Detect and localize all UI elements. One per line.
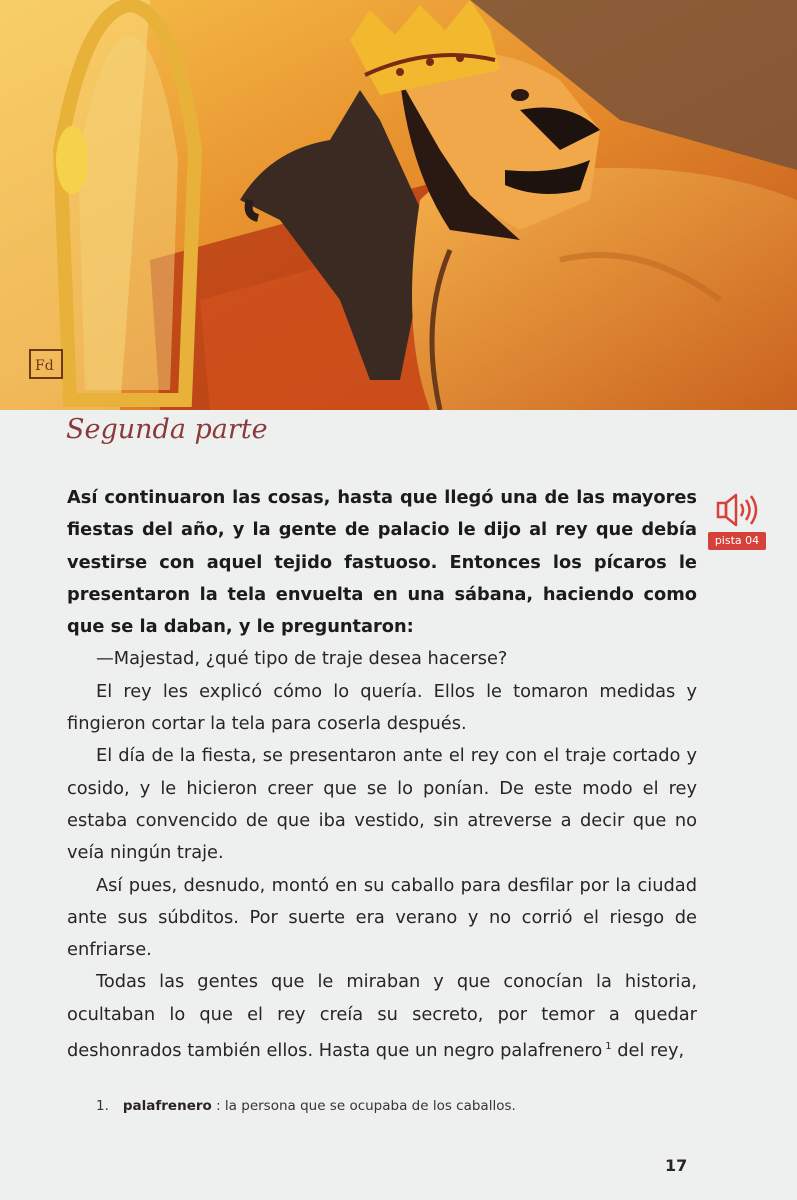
story-text	[67, 482, 697, 1067]
footnote-number: 1.	[96, 1098, 109, 1114]
paragraph: Así pues, desnudo, montó en su caballo para desfilar por la ciudad ante sus súbditos. Por suerte era verano y no corrió el riesgo de enfriarse.	[67, 874, 697, 961]
audio-track-badge[interactable]	[706, 490, 768, 552]
section-title: Segunda parte	[66, 414, 268, 445]
paragraph: El día de la fiesta, se presentaron ante el rey con el traje cortado y cosido, y le hicieron creer que se lo ponían. De este modo el rey estaba convencido de que iba vestido, sin atreverse a decir que no veía ningún traje.	[67, 745, 697, 864]
paragraph-last	[67, 966, 697, 1067]
paragraph: El rey les explicó cómo lo quería. Ellos le tomaron medidas y fingieron cortar la tela para coserla después.	[67, 680, 697, 735]
footnote-term: palafrenero	[122, 1098, 212, 1114]
speaker-icon	[714, 490, 762, 530]
paragraph-text: Todas las gentes que le miraban y que conocían la historia, ocultaban lo que el rey creía su secreto, por temor a quedar deshonrados también ellos. Hasta que un negro palafrenero	[67, 971, 697, 1061]
audio-track-label: pista 04	[708, 532, 766, 550]
king-mirror-illustration	[0, 0, 797, 410]
footnote-reference[interactable]: 1	[605, 1041, 612, 1053]
footnote-definition: : la persona que se ocupaba de los caballos.	[216, 1098, 516, 1114]
illustration-signature: Fd	[35, 358, 54, 374]
paragraph-text: del rey,	[611, 1039, 685, 1061]
page-number: 17	[665, 1156, 688, 1175]
paragraph-dialogue: —Majestad, ¿qué tipo de traje desea hacerse?	[96, 648, 508, 670]
paragraph-intro: Así continuaron las cosas, hasta que llegó una de las mayores fiestas del año, y la gente de palacio le dijo al rey que debía vestirse con aquel tejido fastuoso. Entonces los pícaros le presentaron la tela envuelta en una sábana, haciendo como que se la daban, y le preguntaron:	[67, 487, 697, 638]
footnote	[96, 1098, 516, 1114]
